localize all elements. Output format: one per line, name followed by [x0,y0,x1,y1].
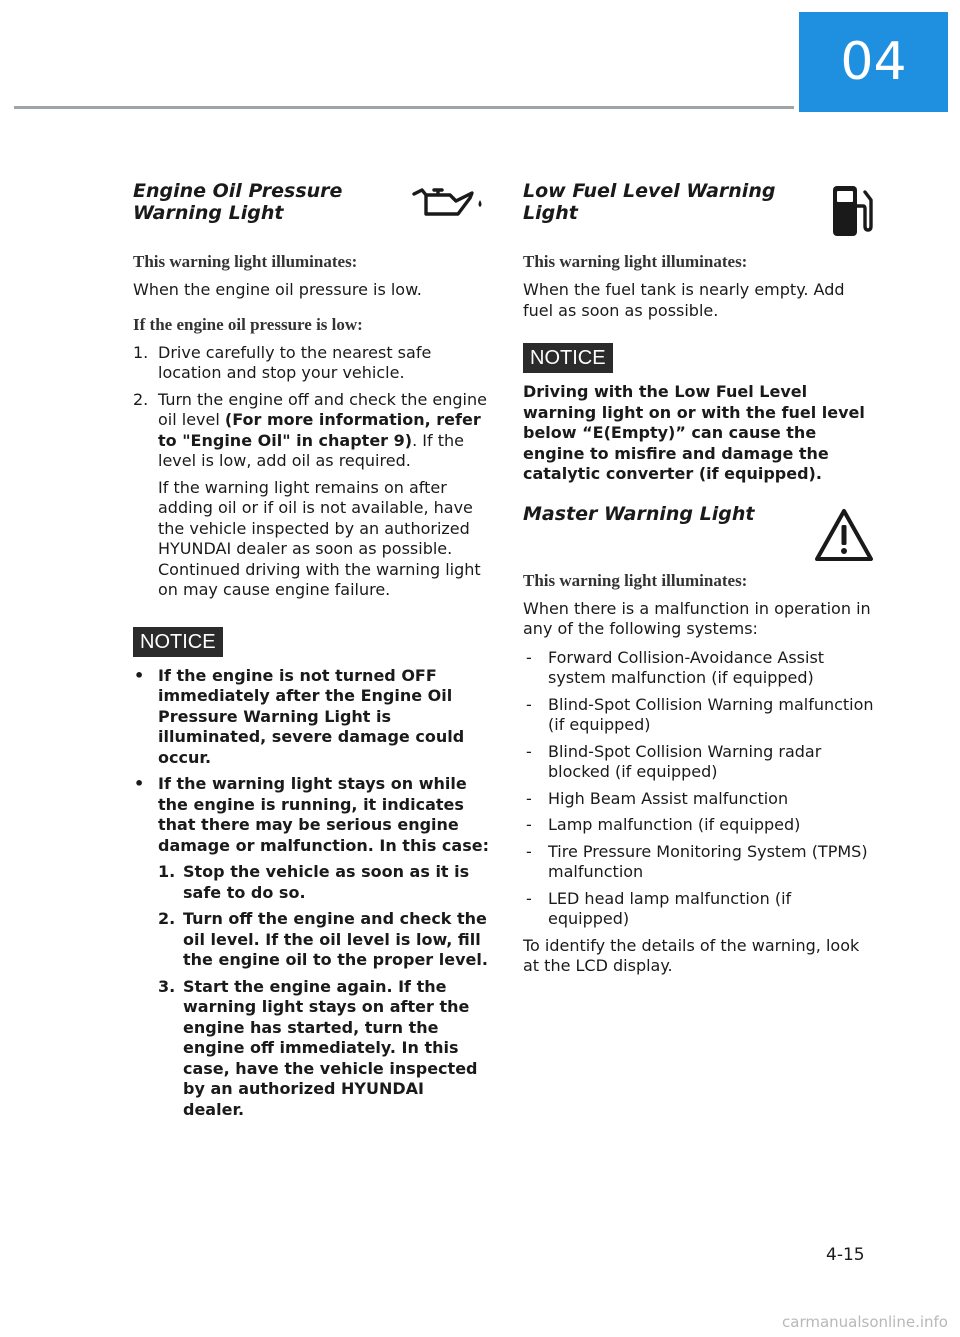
oil-section-header [133,176,490,224]
oil-low-heading: If the engine oil pressure is low: [133,314,363,334]
watermark: carmanualsonline.info [782,1313,948,1331]
notice-badge: NOTICE [133,627,223,657]
page-number: 4-15 [826,1245,865,1265]
notice-item-text: If the engine is not turned OFF immediately after the Engine Oil Pressure Warning Light is illuminated, severe damage could occur. [158,665,465,767]
notice-substep [158,862,490,903]
fuel-section-title: Low Fuel Level Warning Light [523,180,776,224]
step-text: Turn the engine off and check the engine oil level [158,389,487,429]
master-system-item: - Blind-Spot Collision Warning radar blocked (if equipped) [523,742,875,783]
oil-notice [133,627,490,1121]
fuel-notice [523,343,875,485]
fuel-pump-icon [827,184,875,240]
step-number: 2. [133,389,149,409]
oil-illuminates-heading: This warning light illuminates: [133,252,358,271]
notice-item [133,774,490,1120]
master-systems-list [523,648,875,930]
step-extra-text: If the warning light remains on after adding oil or if oil is not available, have the vehicle inspected by an authorized HYUNDAI dealer as soon as possible. Continued driving with the warning light on may cause engine failure. [158,477,481,599]
oil-can-icon [410,176,490,222]
master-system-item: - Forward Collision-Avoidance Assist system malfunction (if equipped) [523,648,875,689]
chapter-tab: 04 [799,12,948,112]
warning-triangle-icon [813,507,875,563]
master-system-item: - High Beam Assist malfunction [523,789,875,810]
master-section-header [523,499,875,563]
notice-badge: NOTICE [523,343,613,373]
fuel-section-header [523,176,875,240]
substep-text: Stop the vehicle as soon as it is safe to do so. [183,862,470,902]
step-text: Drive carefully to the nearest safe location and stop your vehicle. [158,342,432,382]
master-outro: To identify the details of the warning, look at the LCD display. [523,935,860,975]
master-illuminates-heading: This warning light illuminates: [523,570,748,590]
notice-list [133,666,490,1121]
oil-step-2 [133,390,490,601]
notice-substep [158,909,490,971]
master-system-item: - Tire Pressure Monitoring System (TPMS) malfunction [523,842,875,883]
left-column [133,176,490,1126]
master-system-item: - Blind-Spot Collision Warning malfunction (if equipped) [523,695,875,736]
substep-number: 1. [158,862,176,881]
master-intro: When there is a malfunction in operation in any of the following systems: [523,598,871,638]
header-rule [14,106,794,109]
notice-substeps [158,862,490,1120]
master-section-title: Master Warning Light [523,502,755,525]
step-text-cont: . If the level is low, add oil as required. [158,430,464,470]
notice-substep [158,977,490,1121]
step-number: 1. [133,342,149,362]
right-column [523,176,875,991]
fuel-illuminates-text: When the fuel tank is nearly empty. Add fuel as soon as possible. [523,280,845,320]
oil-step-1 [133,343,490,384]
fuel-illuminates-heading: This warning light illuminates: [523,252,748,271]
oil-steps [133,343,490,601]
substep-text: Turn off the engine and check the oil level. If the oil level is low, fill the engine oil to the proper level. [183,909,488,969]
substep-number: 2. [158,909,176,928]
notice-item [133,666,490,769]
substep-text: Start the engine again. If the warning light stays on after the engine has started, turn the engine off immediately. In this case, have the vehicle inspected by an authorized HYUNDAI dealer. [183,976,478,1119]
substep-number: 3. [158,976,176,996]
master-system-item: - LED head lamp malfunction (if equipped) [523,889,875,930]
master-system-item: - Lamp malfunction (if equipped) [523,815,875,836]
oil-illuminates-text: When the engine oil pressure is low. [133,280,422,299]
notice-item-text: If the warning light stays on while the engine is running, it indicates that there may be serious engine damage or malfunction. In this case: [158,774,489,855]
oil-section-title: Engine Oil Pressure Warning Light [133,180,343,224]
fuel-notice-text: Driving with the Low Fuel Level warning light on or with the fuel level below “E(Empty)” can cause the engine to misfire and damage the catalytic converter (if equipped). [523,382,865,483]
step-reference: (For more information, refer to "Engine Oil" in chapter 9) [158,410,481,450]
